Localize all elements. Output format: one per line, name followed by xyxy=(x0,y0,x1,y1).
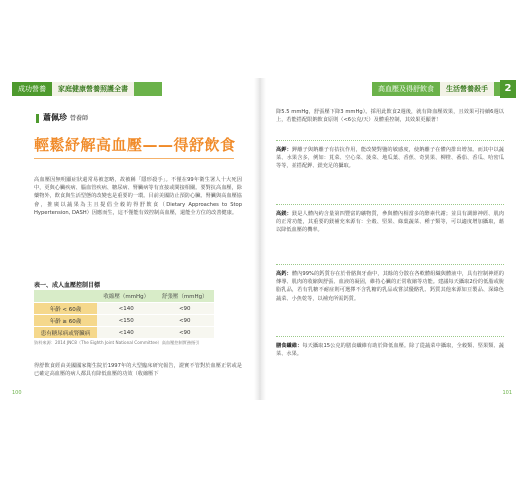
systolic-value: <140 xyxy=(97,303,156,315)
continued-paragraph: 降5.5 mmHg，舒張壓下降3 mmHg）。採用此飲食2週後，就有降血壓效果，且效果可持續6週以上，若能搭配限鈉飲食原則（<6公克/天）及體重控制，其效果更顯著！ xyxy=(276,109,504,124)
section-divider xyxy=(276,264,504,265)
systolic-value: <140 xyxy=(97,327,156,339)
section-fiber xyxy=(276,342,504,358)
section-text: 體內99%的鈣質存在於骨骼與牙齒中，其餘的分散在各軟體組織與體液中，具有控制神經的傳導、肌肉的收縮與舒張、血液的凝固，維持心臟的正常收縮等功能。建議每天攝取2份的低脂或脫脂乳品，若有乳糖不耐症則可選擇不含乳糖的乳品或嘗試優酪乳、鈣質其他來源如豆製品、深綠色蔬菜、小魚乾等，以補充所需鈣質。 xyxy=(276,271,504,302)
section-label: 成功營養 xyxy=(12,82,52,96)
diastolic-value: <90 xyxy=(155,315,214,327)
section-text: 鉀離子與鈉離子有拮抗作用，能改變對鹽的敏感度，使鈉離子在體內排出增加。而其中以蔬菜、水果含多，例如：莧菜、空心菜、菠菜、地瓜葉、香蕉、奇異果、柳橙、番茄、香瓜、哈密瓜等等，並搭配鉀、鎂充足的攝取。 xyxy=(276,147,504,170)
section-divider xyxy=(276,204,504,205)
systolic-value: <150 xyxy=(97,315,156,327)
table-source: 資料來源：2014 JNC8（The Eighth Joint National Committee）高血壓控制實務指引 xyxy=(34,340,200,345)
left-page xyxy=(4,78,254,400)
diastolic-value: <90 xyxy=(155,303,214,315)
author-line xyxy=(36,112,88,123)
book-gutter xyxy=(254,78,266,400)
table-row xyxy=(34,327,214,339)
page-number: 100 xyxy=(12,390,22,396)
section-key: 高鈣： xyxy=(276,271,292,277)
row-label: 年齡 ≥ 60歲 xyxy=(34,315,97,327)
right-header-bar xyxy=(372,82,516,96)
section-divider xyxy=(276,140,504,141)
table-header-cell: 收縮壓（mmHg） xyxy=(97,290,156,303)
article-title: 輕鬆紓解高血壓——得舒飲食 xyxy=(34,136,236,154)
diastolic-value: <90 xyxy=(155,327,214,339)
right-page xyxy=(266,78,516,400)
chapter-number: 2 xyxy=(500,80,516,98)
topic-label: 高血壓及得舒飲食 xyxy=(378,85,434,93)
row-label: 年齡 < 60歲 xyxy=(34,303,97,315)
section-key: 高鎂： xyxy=(276,211,292,217)
section-key: 高鉀： xyxy=(276,147,292,153)
section-magnesium xyxy=(276,210,504,235)
section-key: 膳食纖維： xyxy=(276,343,303,349)
bp-target-table xyxy=(34,290,214,338)
section-divider xyxy=(276,336,504,337)
section-potassium xyxy=(276,146,504,171)
closing-paragraph: 得舒飲食經由美國國家衛生院於1997年的大型臨床研究報告，證實不管對於血壓正常或是已確定高血壓的病人都具有降低血壓的功效（收縮壓下 xyxy=(34,363,242,378)
section-text: 每天攝取15公克的膳食纖維有助於降低血壓。除了從蔬菜中攝取，全穀類、堅果類、蔬菜、水果。 xyxy=(276,343,504,358)
author-name: 蕭佩珍 xyxy=(43,113,67,122)
table-row xyxy=(34,315,214,327)
author-role: 營養師 xyxy=(70,115,89,122)
book-title: 家庭健康營養照護全書 xyxy=(52,82,134,96)
book-spread xyxy=(4,78,516,400)
row-label: 患有糖尿病或腎臟病 xyxy=(34,327,97,339)
section-text: 鎂是人體內約含量第四豐富的礦物質，參與體內相當多的酵素代謝；並具有調節神經、肌肉的正常功能，其重要的鎂補充來源有：全穀、堅果、綠葉蔬菜、種子類等，可以適度增加攝取，藉以降低血壓的機率。 xyxy=(276,211,504,234)
title-divider xyxy=(34,158,234,159)
intro-paragraph: 高血壓因無明顯症狀還常易被忽略，故被稱「隱形殺手」。不僅在99年衛生署人十大死因中，更與心臟疾病、腦血管疾病、糖尿病、腎臟病等有直接或間接相關。要對抗高血壓，除藥物外，飲食與生活型態的改變也是重要的一環。目前美國防止預防心臟、腎臟與高血壓協會，推廣以蔬果為主且提倡全穀的得舒飲食（Dietary Approaches to Stop Hypertension, DASH）因應而生，這不僅能有效控制高血壓，還能全方位的改善健康。 xyxy=(34,177,242,216)
table-header-row xyxy=(34,290,214,303)
author-marker xyxy=(36,114,39,123)
tag-label: 生活營養殺手 xyxy=(440,82,494,96)
table-row xyxy=(34,303,214,315)
table-header-cell xyxy=(34,290,97,303)
page-number: 101 xyxy=(502,390,512,396)
section-calcium xyxy=(276,270,504,303)
table-header-cell: 舒張壓（mmHg） xyxy=(155,290,214,303)
left-header-bar xyxy=(12,82,162,96)
table-title: 表一、成人血壓控制目標 xyxy=(34,282,101,289)
